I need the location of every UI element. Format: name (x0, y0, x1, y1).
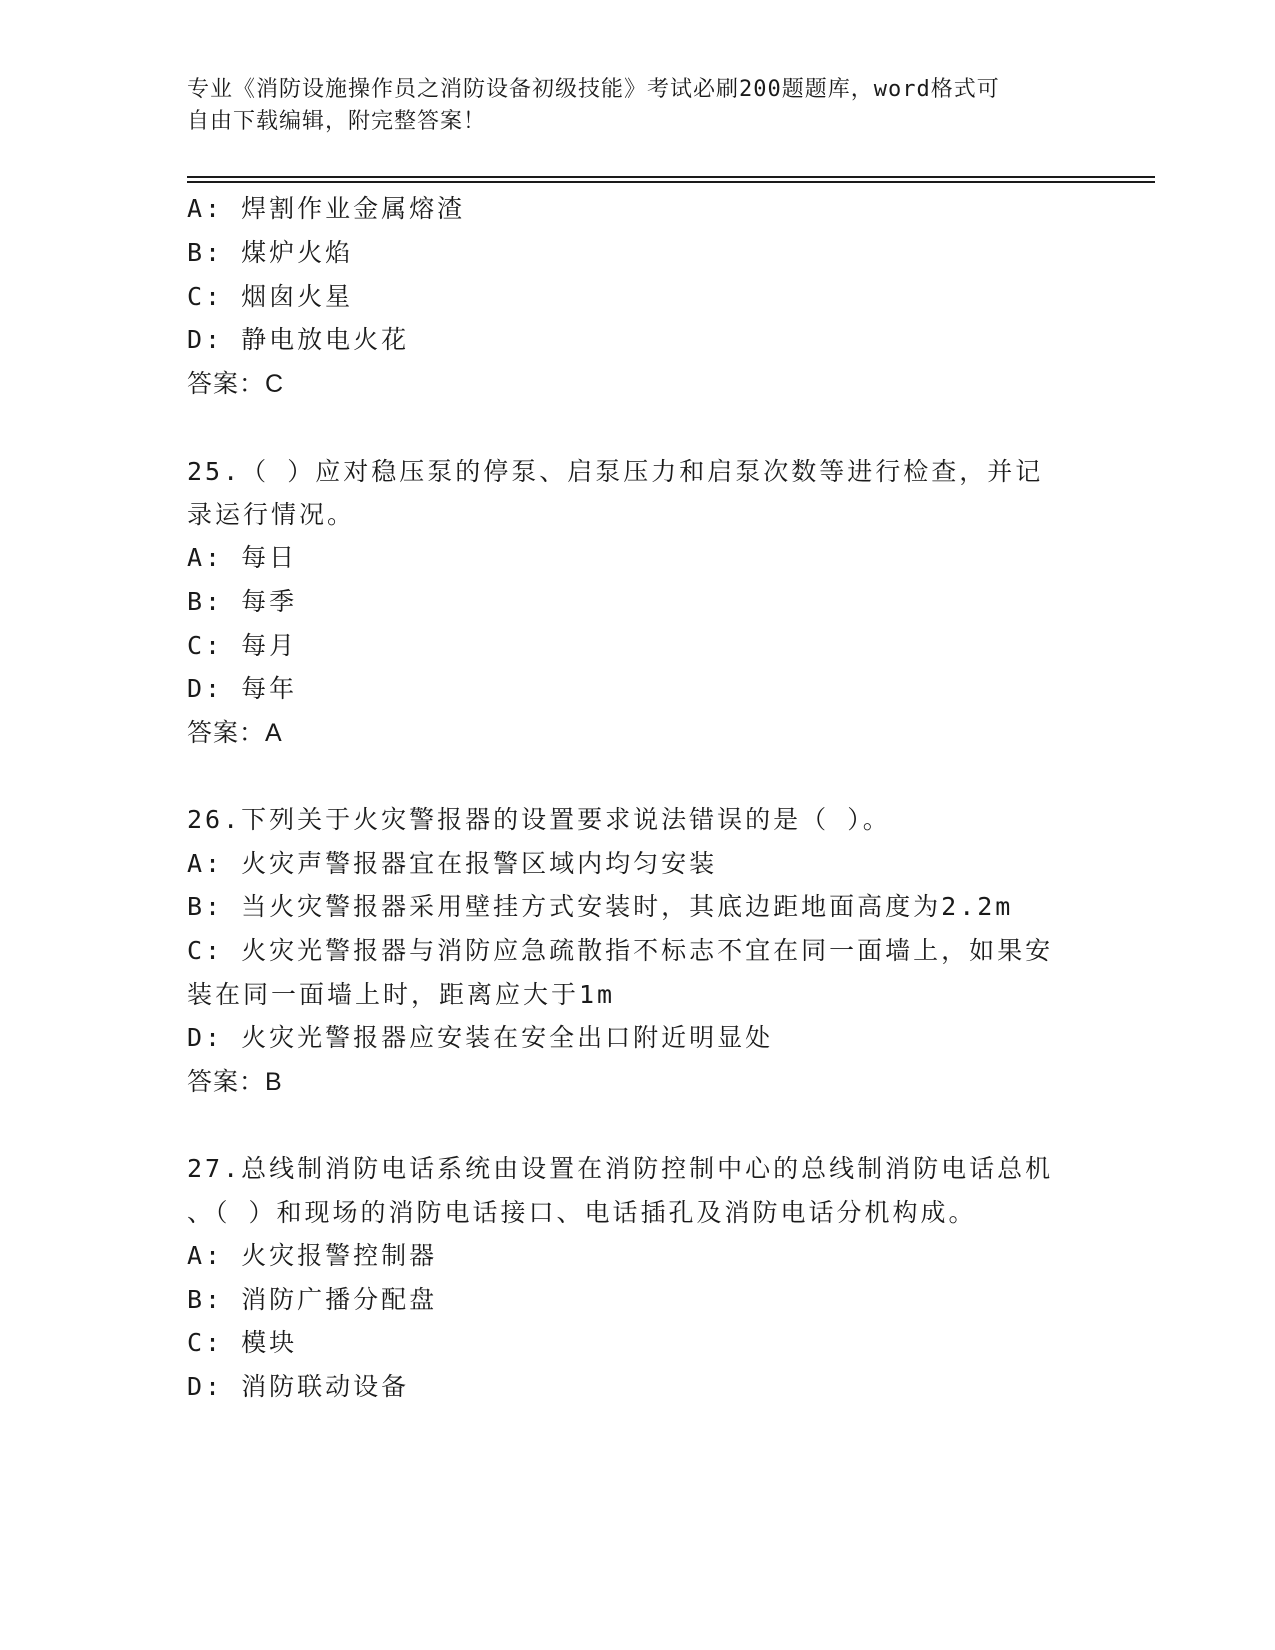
q26-option-b: B: 当火灾警报器采用壁挂方式安装时，其底边距地面高度为2.2m (187, 892, 1014, 921)
q26-option-c-line-1: C: 火灾光警报器与消防应急疏散指不标志不宜在同一面墙上，如果安 (187, 936, 1054, 965)
q25-stem-line-1: 25.（ ）应对稳压泵的停泵、启泵压力和启泵次数等进行检查，并记 (187, 457, 1044, 486)
q24-option-b: B: 煤炉火焰 (187, 238, 354, 267)
q27-stem-line-1: 27.总线制消防电话系统由设置在消防控制中心的总线制消防电话总机 (187, 1154, 1054, 1183)
q27-option-b: B: 消防广播分配盘 (187, 1285, 438, 1314)
q25-option-a: A: 每日 (187, 543, 298, 572)
header-divider-bottom (187, 181, 1155, 183)
q24-option-c: C: 烟囱火星 (187, 282, 354, 311)
q24-option-d: D: 静电放电火花 (187, 325, 410, 354)
q26-option-a: A: 火灾声警报器宜在报警区域内均匀安装 (187, 849, 718, 878)
q26-answer: 答案：B (187, 1068, 283, 1096)
q26-option-d: D: 火灾光警报器应安装在安全出口附近明显处 (187, 1023, 774, 1052)
q24-answer: 答案：C (187, 370, 285, 398)
q27-option-d: D: 消防联动设备 (187, 1372, 410, 1401)
q26-option-c-line-2: 装在同一面墙上时，距离应大于1m (187, 980, 616, 1009)
q27-stem-line-2: 、（ ）和现场的消防电话接口、电话插孔及消防电话分机构成。 (187, 1198, 977, 1227)
q25-option-c: C: 每月 (187, 631, 298, 660)
document-header (187, 74, 1087, 138)
q24-option-a: A: 焊割作业金属熔渣 (187, 194, 466, 223)
q27-option-c: C: 模块 (187, 1328, 298, 1357)
q25-option-d: D: 每年 (187, 674, 298, 703)
header-divider-top (187, 176, 1155, 178)
q27-option-a: A: 火灾报警控制器 (187, 1241, 438, 1270)
q26-stem: 26.下列关于火灾警报器的设置要求说法错误的是（ ）。 (187, 805, 891, 834)
q25-answer: 答案：A (187, 719, 283, 747)
q25-stem-line-2: 录运行情况。 (187, 500, 356, 529)
header-line-2: 自由下载编辑，附完整答案！ (187, 109, 487, 134)
header-line-1: 专业《消防设施操作员之消防设备初级技能》考试必刷200题题库，word格式可 (187, 77, 1000, 102)
q25-option-b: B: 每季 (187, 587, 298, 616)
